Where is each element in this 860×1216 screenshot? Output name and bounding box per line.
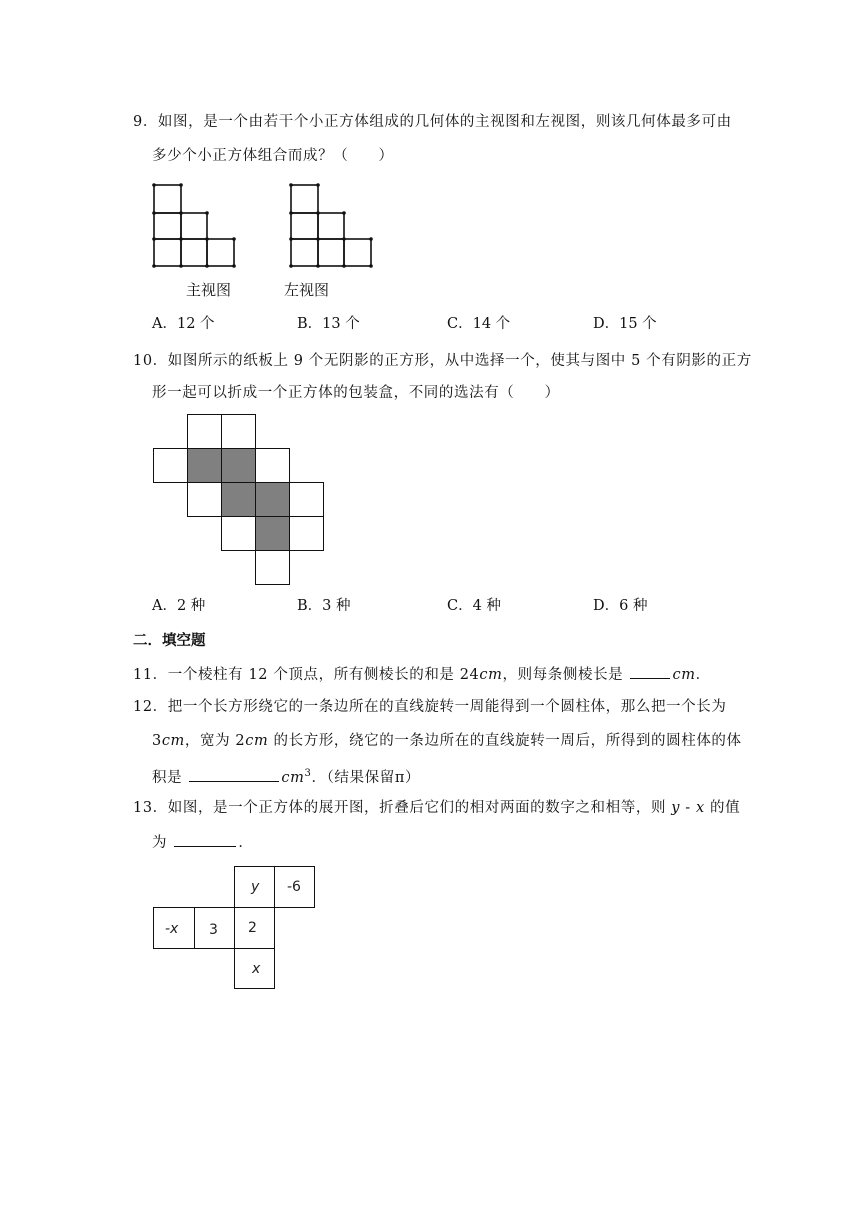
q10-line2: 形一起可以折成一个正方体的包装盒，不同的选法有（ ） <box>152 385 560 401</box>
q12-length-unit: cm <box>161 733 185 749</box>
q9-option-c: C．14 个 <box>447 316 511 332</box>
section-fill-in-blank-title: 二．填空题 <box>133 632 206 649</box>
q10-paperboard-grid-figure <box>150 410 330 586</box>
q12-answer-unit: cm <box>281 769 305 786</box>
q11-line <box>133 664 711 685</box>
q11-answer-blank[interactable] <box>630 664 670 679</box>
grid-square-blank <box>188 415 222 449</box>
q12-width-text: ，宽为 2 <box>184 733 246 749</box>
q13-text-start: 13．如图，是一个正方体的展开图，折叠后它们的相对两面的数字之和相等，则 <box>133 800 672 816</box>
q9-option-b: B．13 个 <box>297 316 360 332</box>
net-label-3: 3 <box>209 922 218 938</box>
q13-line1 <box>133 798 740 818</box>
q12-unit-exponent: 3 <box>304 768 312 779</box>
q10-option-c: C．4 种 <box>447 598 501 614</box>
grid-square-shaded <box>188 449 222 483</box>
net-label-2: 2 <box>248 920 257 936</box>
q13-cube-net-figure <box>150 862 322 992</box>
grid-square-blank <box>154 449 188 483</box>
q11-text-start: 11．一个棱柱有 12 个顶点，所有侧棱长的和是 24 <box>133 667 480 683</box>
q12-answer-blank[interactable] <box>189 767 279 782</box>
q12-note: ．（结果保留π） <box>311 769 421 786</box>
grid-square-blank <box>256 449 290 483</box>
q13-text-end: 的值 <box>704 800 741 816</box>
q12-line3 <box>152 764 420 788</box>
q11-text-end: ． <box>695 667 711 683</box>
q11-answer-unit: cm <box>672 667 696 683</box>
q9-front-view-figure <box>150 180 240 270</box>
q9-option-d: D．15 个 <box>593 316 657 332</box>
q13-var-x: x <box>695 800 705 816</box>
net-label-neg6: -6 <box>287 879 301 895</box>
q13-line2-start: 为 <box>152 835 173 851</box>
grid-square-blank <box>222 517 256 551</box>
grid-square-blank <box>290 483 324 517</box>
q12-volume-text: 积是 <box>152 769 188 786</box>
q10-option-a: A．2 种 <box>152 598 206 614</box>
grid-square-shaded <box>256 517 290 551</box>
q9-caption-left-view: 左视图 <box>284 281 330 299</box>
q13-line2 <box>152 832 253 853</box>
net-label-negx: -x <box>165 921 179 937</box>
q10-option-b: B．3 种 <box>297 598 351 614</box>
q12-line2 <box>152 731 742 751</box>
q9-line1: 9．如图，是一个由若干个小正方体组成的几何体的主视图和左视图，则该几何体最多可由 <box>133 114 732 130</box>
q13-line2-end: ． <box>238 835 254 851</box>
q12-length-value: 3 <box>152 733 162 749</box>
q11-text-mid: ，则每条侧棱长是 <box>502 667 629 683</box>
grid-square-blank <box>290 517 324 551</box>
grid-square-shaded <box>256 483 290 517</box>
q9-line2: 多少个小正方体组合而成？（ ） <box>152 148 394 164</box>
q12-line2-rest: 的长方形，绕它的一条边所在的直线旋转一周后，所得到的圆柱体的体 <box>268 733 742 749</box>
grid-square-blank <box>188 483 222 517</box>
q9-option-a: A．12 个 <box>152 316 215 332</box>
grid-square-shaded <box>222 449 256 483</box>
q13-minus: ‑ <box>680 800 696 816</box>
q13-var-y: y <box>671 800 681 816</box>
q13-answer-blank[interactable] <box>174 832 236 847</box>
grid-square-shaded <box>222 483 256 517</box>
grid-square-blank <box>256 551 290 585</box>
q9-caption-front-view: 主视图 <box>186 281 232 299</box>
q10-line1: 10．如图所示的纸板上 9 个无阴影的正方形，从中选择一个，使其与图中 5 个有阴影的正方 <box>133 353 752 369</box>
q12-line1: 12．把一个长方形绕它的一条边所在的直线旋转一周能得到一个圆柱体，那么把一个长为 <box>133 699 727 715</box>
q12-width-unit: cm <box>245 733 269 749</box>
grid-square-blank <box>222 415 256 449</box>
net-label-y: y <box>251 879 260 895</box>
q10-option-d: D．6 种 <box>593 598 648 614</box>
q9-left-view-figure <box>287 180 377 270</box>
q11-unit-cm: cm <box>479 667 503 683</box>
net-label-x: x <box>252 961 261 977</box>
